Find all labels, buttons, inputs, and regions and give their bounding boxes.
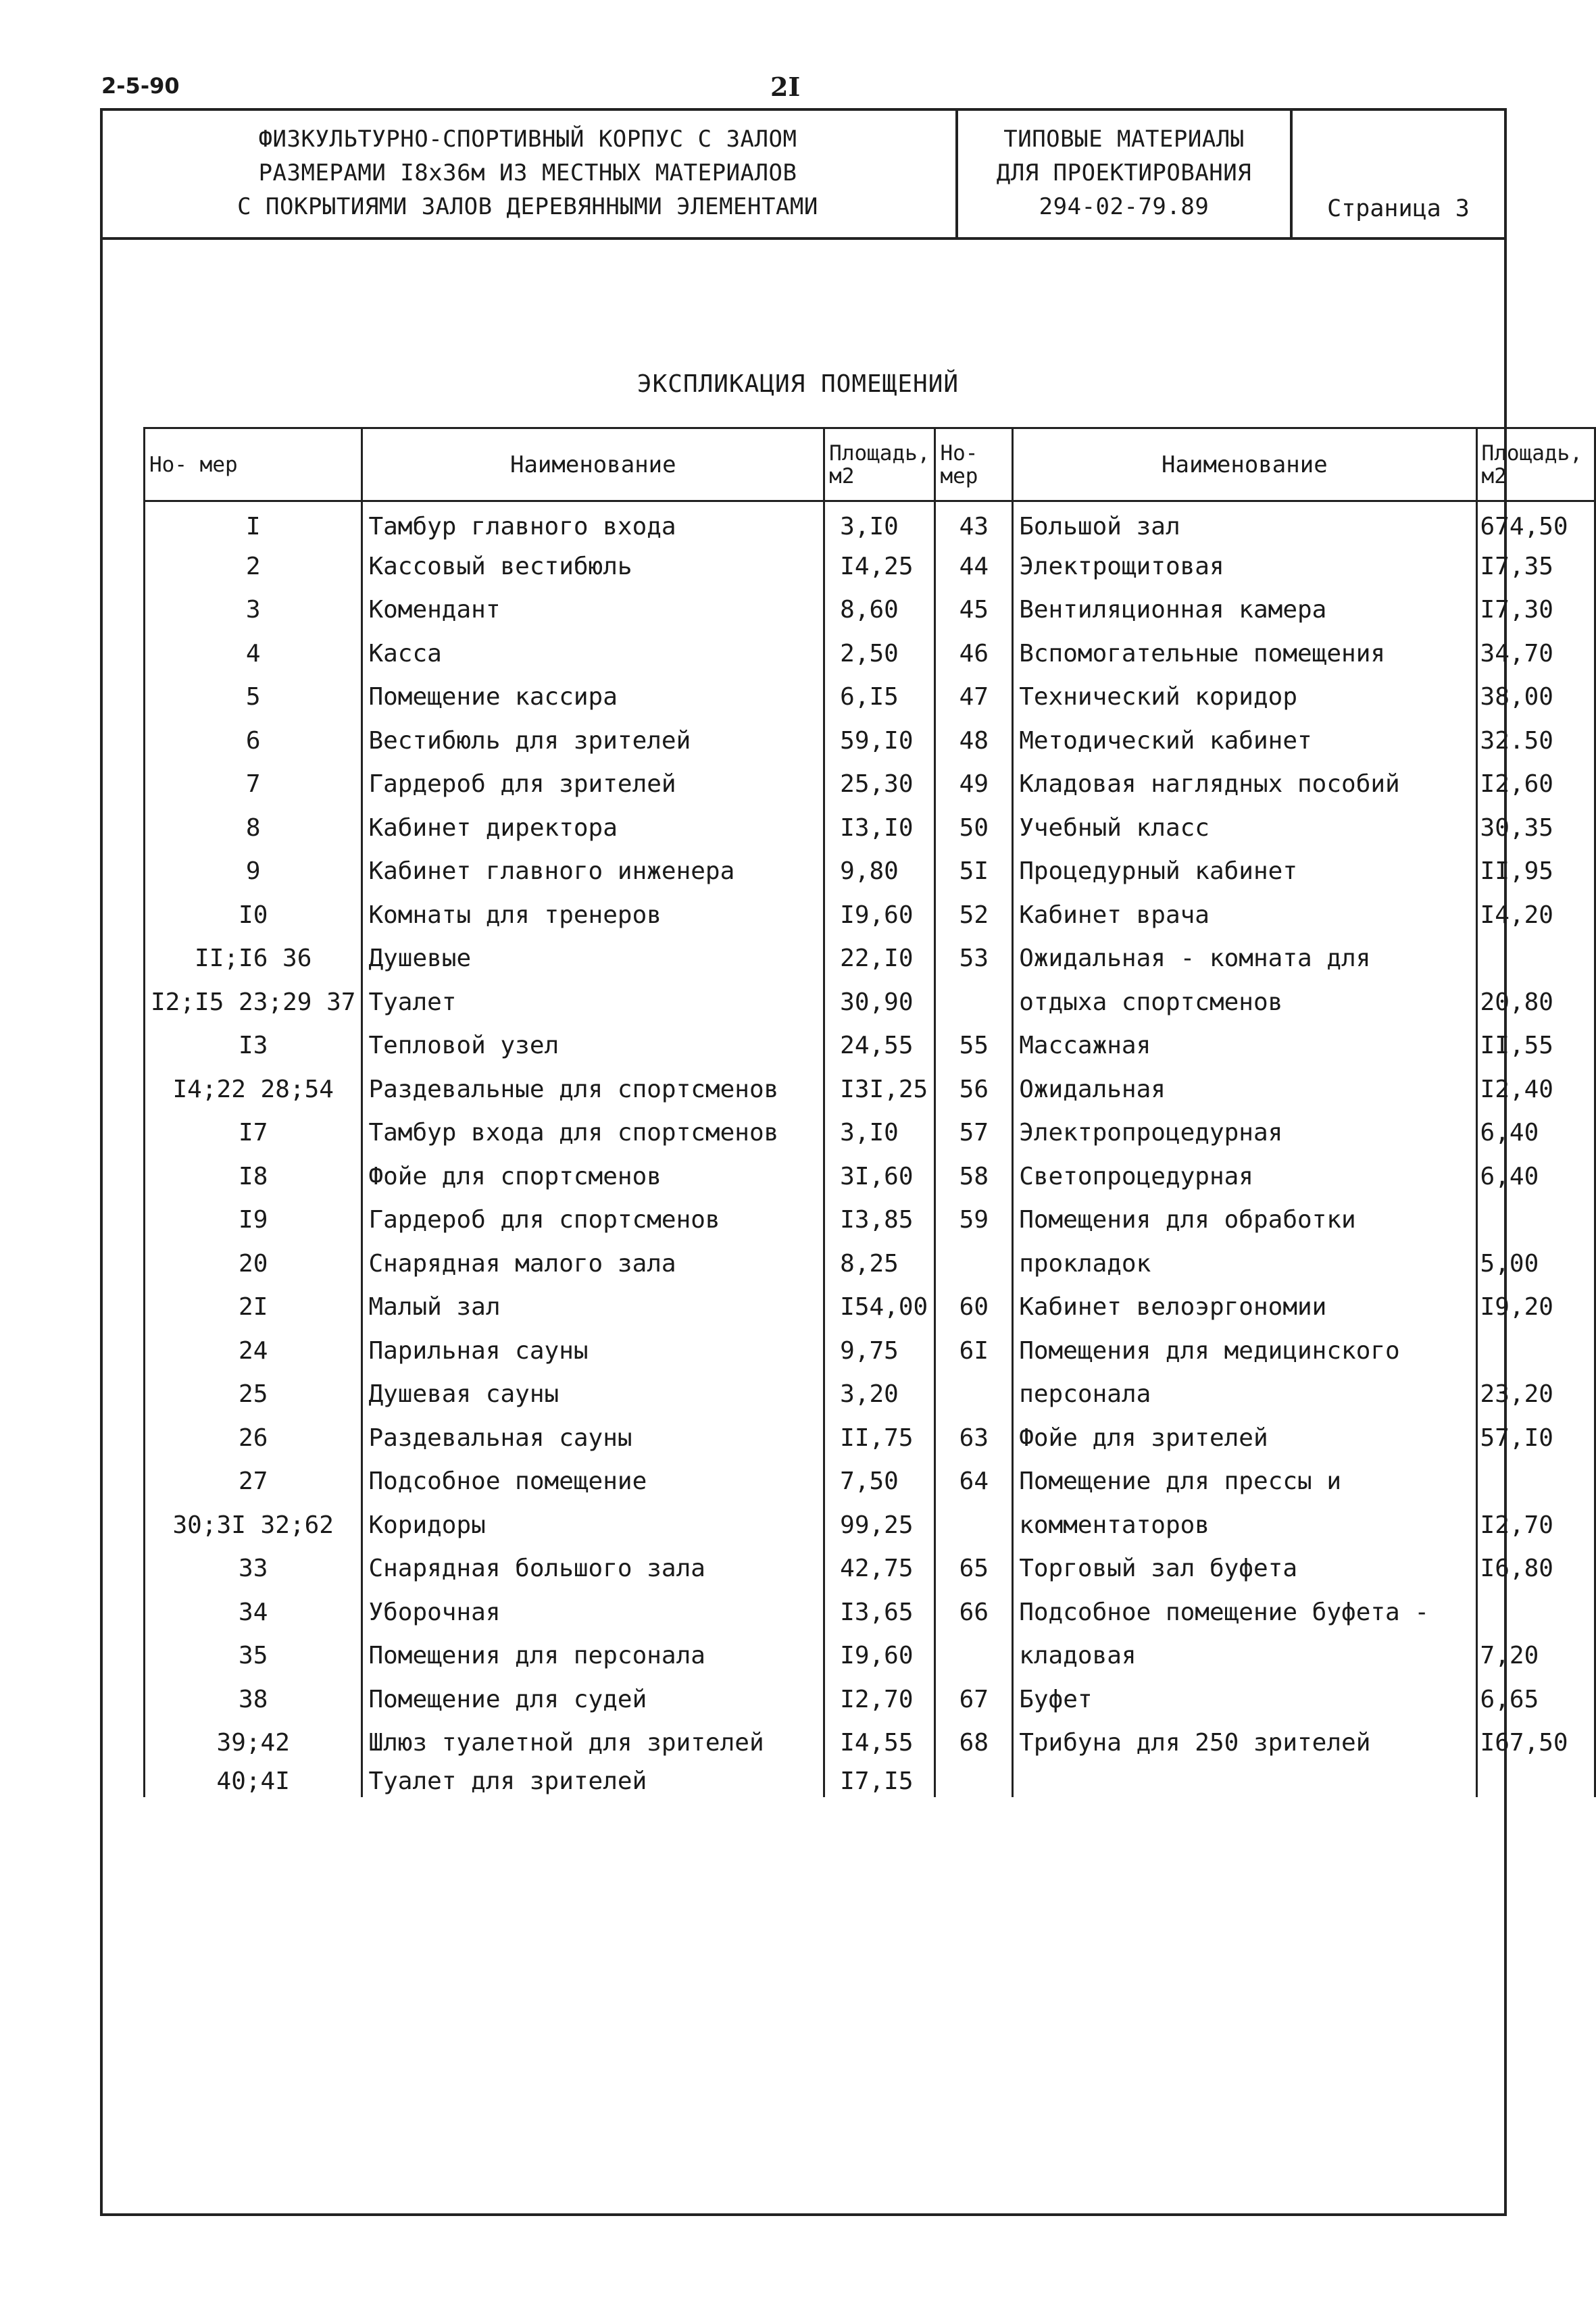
room-number: I4;22 28;54 xyxy=(145,1067,362,1111)
room-number: 35 xyxy=(145,1634,362,1678)
room-area: I4,20 xyxy=(1476,893,1595,937)
table-row xyxy=(145,1503,1595,1547)
room-area: 674,50 xyxy=(1476,501,1595,545)
table-row xyxy=(145,1199,1595,1242)
room-name: Процедурный кабинет xyxy=(1013,850,1476,894)
page-label-cell xyxy=(1293,108,1504,237)
table-row xyxy=(145,588,1595,632)
table-row xyxy=(145,1155,1595,1199)
room-name: отдыха спортсменов xyxy=(1013,980,1476,1024)
rooms-table xyxy=(143,427,1596,1797)
room-area: 22,I0 xyxy=(824,937,935,981)
room-area: I2,70 xyxy=(824,1678,935,1721)
room-name: Касса xyxy=(362,632,824,676)
room-name: комментаторов xyxy=(1013,1503,1476,1547)
room-number: 5I xyxy=(935,850,1013,894)
room-name: Душевые xyxy=(362,937,824,981)
room-number: 2I xyxy=(145,1286,362,1330)
room-area: 2,50 xyxy=(824,632,935,676)
room-name: Кабинет директора xyxy=(362,806,824,850)
room-area: 9,80 xyxy=(824,850,935,894)
room-area: I6,80 xyxy=(1476,1547,1595,1591)
room-name: Фойе для зрителей xyxy=(1013,1416,1476,1460)
room-area: I67,50 xyxy=(1476,1721,1595,1765)
room-area: 20,80 xyxy=(1476,980,1595,1024)
room-number: 2 xyxy=(145,545,362,588)
room-name: Раздевальная сауны xyxy=(362,1416,824,1460)
room-number: I8 xyxy=(145,1155,362,1199)
room-number: I9 xyxy=(145,1199,362,1242)
room-area: I9,60 xyxy=(824,893,935,937)
header-area: Площадь, м2 xyxy=(824,428,935,501)
room-name: Помещения для персонала xyxy=(362,1634,824,1678)
room-name: Вестибюль для зрителей xyxy=(362,719,824,763)
table-row xyxy=(145,1024,1595,1068)
room-area xyxy=(1476,1199,1595,1242)
room-area: II,95 xyxy=(1476,850,1595,894)
room-area: 3,I0 xyxy=(824,501,935,545)
table-row xyxy=(145,676,1595,720)
room-area: II,55 xyxy=(1476,1024,1595,1068)
room-name: Ожидальная xyxy=(1013,1067,1476,1111)
room-number: 24 xyxy=(145,1329,362,1373)
room-name: Туалет для зрителей xyxy=(362,1765,824,1797)
table-row xyxy=(145,632,1595,676)
room-number: 20 xyxy=(145,1242,362,1286)
room-name: Душевая сауны xyxy=(362,1373,824,1417)
room-name: Подсобное помещение xyxy=(362,1460,824,1504)
room-name: Гардероб для спортсменов xyxy=(362,1199,824,1242)
room-name: Электрощитовая xyxy=(1013,545,1476,588)
room-number: 68 xyxy=(935,1721,1013,1765)
room-name: Методический кабинет xyxy=(1013,719,1476,763)
room-area: I4,25 xyxy=(824,545,935,588)
room-name: Снарядная большого зала xyxy=(362,1547,824,1591)
room-number: I2;I5 23;29 37 xyxy=(145,980,362,1024)
room-area: I3,65 xyxy=(824,1590,935,1634)
room-number: 47 xyxy=(935,676,1013,720)
room-area: 25,30 xyxy=(824,763,935,807)
room-name: Светопроцедурная xyxy=(1013,1155,1476,1199)
room-name: Вспомогательные помещения xyxy=(1013,632,1476,676)
table-row xyxy=(145,1590,1595,1634)
room-name: Раздевальные для спортсменов xyxy=(362,1067,824,1111)
page-number: 2I xyxy=(770,72,801,102)
room-number: 8 xyxy=(145,806,362,850)
room-number: 6 xyxy=(145,719,362,763)
header-number: Но- мер xyxy=(935,428,1013,501)
room-area: 34,70 xyxy=(1476,632,1595,676)
room-number: 34 xyxy=(145,1590,362,1634)
room-area: II,75 xyxy=(824,1416,935,1460)
table-row xyxy=(145,893,1595,937)
header-name: Наименование xyxy=(362,428,824,501)
section-title: ЭКСПЛИКАЦИЯ ПОМЕЩЕНИЙ xyxy=(637,370,959,398)
room-area: 59,I0 xyxy=(824,719,935,763)
room-number: 7 xyxy=(145,763,362,807)
room-number: 66 xyxy=(935,1590,1013,1634)
room-area: 57,I0 xyxy=(1476,1416,1595,1460)
room-area: 3I,60 xyxy=(824,1155,935,1199)
room-number: 3 xyxy=(145,588,362,632)
project-title-line: С ПОКРЫТИЯМИ ЗАЛОВ ДЕРЕВЯННЫМИ ЭЛЕМЕНТАМИ xyxy=(237,193,818,220)
room-number: I0 xyxy=(145,893,362,937)
room-name: персонала xyxy=(1013,1373,1476,1417)
page-label: Страница 3 xyxy=(1327,195,1470,222)
room-number: 53 xyxy=(935,937,1013,981)
room-area: 3,I0 xyxy=(824,1111,935,1155)
room-area: 23,20 xyxy=(1476,1373,1595,1417)
room-number: 48 xyxy=(935,719,1013,763)
room-name: Малый зал xyxy=(362,1286,824,1330)
room-name: Ожидальная - комната для xyxy=(1013,937,1476,981)
room-number: 46 xyxy=(935,632,1013,676)
room-area xyxy=(1476,1460,1595,1504)
table-row xyxy=(145,806,1595,850)
table-row xyxy=(145,1721,1595,1765)
room-number: 39;42 xyxy=(145,1721,362,1765)
room-area: I3I,25 xyxy=(824,1067,935,1111)
series-line: 294-02-79.89 xyxy=(1039,193,1210,220)
room-name: Буфет xyxy=(1013,1678,1476,1721)
room-number: 64 xyxy=(935,1460,1013,1504)
table-row xyxy=(145,1765,1595,1797)
series-cell xyxy=(958,108,1293,237)
room-name: Туалет xyxy=(362,980,824,1024)
room-area: 7,50 xyxy=(824,1460,935,1504)
room-area: 6,65 xyxy=(1476,1678,1595,1721)
room-area: I7,35 xyxy=(1476,545,1595,588)
table-row xyxy=(145,1460,1595,1504)
room-name xyxy=(1013,1765,1476,1797)
table-row xyxy=(145,1547,1595,1591)
table-row xyxy=(145,719,1595,763)
room-number: I7 xyxy=(145,1111,362,1155)
room-number: 9 xyxy=(145,850,362,894)
table-row xyxy=(145,850,1595,894)
room-area: 32.50 xyxy=(1476,719,1595,763)
room-area: I4,55 xyxy=(824,1721,935,1765)
room-area: I3,85 xyxy=(824,1199,935,1242)
room-name: Помещения для обработки xyxy=(1013,1199,1476,1242)
room-number: 65 xyxy=(935,1547,1013,1591)
room-area xyxy=(1476,1329,1595,1373)
room-area: 99,25 xyxy=(824,1503,935,1547)
table-row xyxy=(145,763,1595,807)
room-area xyxy=(1476,937,1595,981)
table-row xyxy=(145,1067,1595,1111)
room-name: Помещение для судей xyxy=(362,1678,824,1721)
room-name: прокладок xyxy=(1013,1242,1476,1286)
room-number: 27 xyxy=(145,1460,362,1504)
room-number: 67 xyxy=(935,1678,1013,1721)
room-area: 42,75 xyxy=(824,1547,935,1591)
room-number: 44 xyxy=(935,545,1013,588)
room-area: 9,75 xyxy=(824,1329,935,1373)
table-row xyxy=(145,1286,1595,1330)
table-row xyxy=(145,501,1595,545)
room-area: 8,25 xyxy=(824,1242,935,1286)
room-area: I54,00 xyxy=(824,1286,935,1330)
room-number xyxy=(935,1503,1013,1547)
room-number: 38 xyxy=(145,1678,362,1721)
room-area: I9,60 xyxy=(824,1634,935,1678)
table-row xyxy=(145,1373,1595,1417)
document-code: 2-5-90 xyxy=(101,73,180,99)
room-number: 30;3I 32;62 xyxy=(145,1503,362,1547)
room-area: I9,20 xyxy=(1476,1286,1595,1330)
room-name: Электропроцедурная xyxy=(1013,1111,1476,1155)
room-number: 59 xyxy=(935,1199,1013,1242)
room-number xyxy=(935,1373,1013,1417)
header-number: Но- мер xyxy=(145,428,362,501)
room-name: Помещение для прессы и xyxy=(1013,1460,1476,1504)
room-name: Гардероб для зрителей xyxy=(362,763,824,807)
room-number: 6I xyxy=(935,1329,1013,1373)
room-name: Кабинет главного инженера xyxy=(362,850,824,894)
series-line: ДЛЯ ПРОЕКТИРОВАНИЯ xyxy=(996,159,1252,186)
room-name: Кассовый вестибюль xyxy=(362,545,824,588)
room-name: Тепловой узел xyxy=(362,1024,824,1068)
room-area: 3,20 xyxy=(824,1373,935,1417)
room-number: 45 xyxy=(935,588,1013,632)
room-number: 56 xyxy=(935,1067,1013,1111)
room-name: Учебный класс xyxy=(1013,806,1476,850)
table-row xyxy=(145,1242,1595,1286)
header-area: Площадь, м2 xyxy=(1476,428,1595,501)
room-name: Помещение кассира xyxy=(362,676,824,720)
room-area: 30,90 xyxy=(824,980,935,1024)
room-name: Комендант xyxy=(362,588,824,632)
room-number: 63 xyxy=(935,1416,1013,1460)
room-name: Коридоры xyxy=(362,1503,824,1547)
room-number: 25 xyxy=(145,1373,362,1417)
room-area xyxy=(1476,1590,1595,1634)
table-row xyxy=(145,980,1595,1024)
table-header-row xyxy=(145,428,1595,501)
room-name: Помещения для медицинского xyxy=(1013,1329,1476,1373)
room-name: Кладовая наглядных пособий xyxy=(1013,763,1476,807)
room-area: 24,55 xyxy=(824,1024,935,1068)
room-name: Подсобное помещение буфета - xyxy=(1013,1590,1476,1634)
table-row xyxy=(145,937,1595,981)
table-row xyxy=(145,545,1595,588)
room-name: Парильная сауны xyxy=(362,1329,824,1373)
room-number: I3 xyxy=(145,1024,362,1068)
room-number: 33 xyxy=(145,1547,362,1591)
room-area: I7,30 xyxy=(1476,588,1595,632)
room-name: Фойе для спортсменов xyxy=(362,1155,824,1199)
project-title-line: РАЗМЕРАМИ I8x36м ИЗ МЕСТНЫХ МАТЕРИАЛОВ xyxy=(258,159,797,186)
project-title-cell xyxy=(100,108,958,237)
header-name: Наименование xyxy=(1013,428,1476,501)
room-area: 6,I5 xyxy=(824,676,935,720)
room-area: 6,40 xyxy=(1476,1111,1595,1155)
room-name: Технический коридор xyxy=(1013,676,1476,720)
room-area: 5,00 xyxy=(1476,1242,1595,1286)
room-number: 43 xyxy=(935,501,1013,545)
room-area: 6,40 xyxy=(1476,1155,1595,1199)
room-name: Тамбур главного входа xyxy=(362,501,824,545)
room-area: I7,I5 xyxy=(824,1765,935,1797)
room-name: Снарядная малого зала xyxy=(362,1242,824,1286)
table-row xyxy=(145,1329,1595,1373)
room-name: Кабинет врача xyxy=(1013,893,1476,937)
room-name: Комнаты для тренеров xyxy=(362,893,824,937)
room-number: 4 xyxy=(145,632,362,676)
room-number: 55 xyxy=(935,1024,1013,1068)
room-number xyxy=(935,1634,1013,1678)
room-area: I3,I0 xyxy=(824,806,935,850)
table-row xyxy=(145,1111,1595,1155)
room-number: 50 xyxy=(935,806,1013,850)
room-name: Торговый зал буфета xyxy=(1013,1547,1476,1591)
room-number: 5 xyxy=(145,676,362,720)
room-number: 49 xyxy=(935,763,1013,807)
project-title-line: ФИЗКУЛЬТУРНО-СПОРТИВНЫЙ КОРПУС С ЗАЛОМ xyxy=(258,125,797,153)
room-number: I xyxy=(145,501,362,545)
room-name: Большой зал xyxy=(1013,501,1476,545)
room-name: Кабинет велоэргономии xyxy=(1013,1286,1476,1330)
room-area: 8,60 xyxy=(824,588,935,632)
room-number xyxy=(935,1242,1013,1286)
room-area: I2,70 xyxy=(1476,1503,1595,1547)
room-area: I2,60 xyxy=(1476,763,1595,807)
table-row xyxy=(145,1634,1595,1678)
table-body xyxy=(145,501,1595,1798)
table-row xyxy=(145,1416,1595,1460)
room-area: 7,20 xyxy=(1476,1634,1595,1678)
room-area: I2,40 xyxy=(1476,1067,1595,1111)
room-name: Тамбур входа для спортсменов xyxy=(362,1111,824,1155)
room-number: 58 xyxy=(935,1155,1013,1199)
room-name: Массажная xyxy=(1013,1024,1476,1068)
table-row xyxy=(145,1678,1595,1721)
room-name: Трибуна для 250 зрителей xyxy=(1013,1721,1476,1765)
room-name: Уборочная xyxy=(362,1590,824,1634)
room-name: Шлюз туалетной для зрителей xyxy=(362,1721,824,1765)
room-area: 30,35 xyxy=(1476,806,1595,850)
room-name: кладовая xyxy=(1013,1634,1476,1678)
room-number: 60 xyxy=(935,1286,1013,1330)
room-area xyxy=(1476,1765,1595,1797)
room-number xyxy=(935,1765,1013,1797)
room-number: II;I6 36 xyxy=(145,937,362,981)
room-number: 40;4I xyxy=(145,1765,362,1797)
room-name: Вентиляционная камера xyxy=(1013,588,1476,632)
room-number: 52 xyxy=(935,893,1013,937)
series-line: ТИПОВЫЕ МАТЕРИАЛЫ xyxy=(1003,125,1245,153)
room-area: 38,00 xyxy=(1476,676,1595,720)
title-block xyxy=(100,108,1507,240)
room-number: 26 xyxy=(145,1416,362,1460)
room-number: 57 xyxy=(935,1111,1013,1155)
room-number xyxy=(935,980,1013,1024)
